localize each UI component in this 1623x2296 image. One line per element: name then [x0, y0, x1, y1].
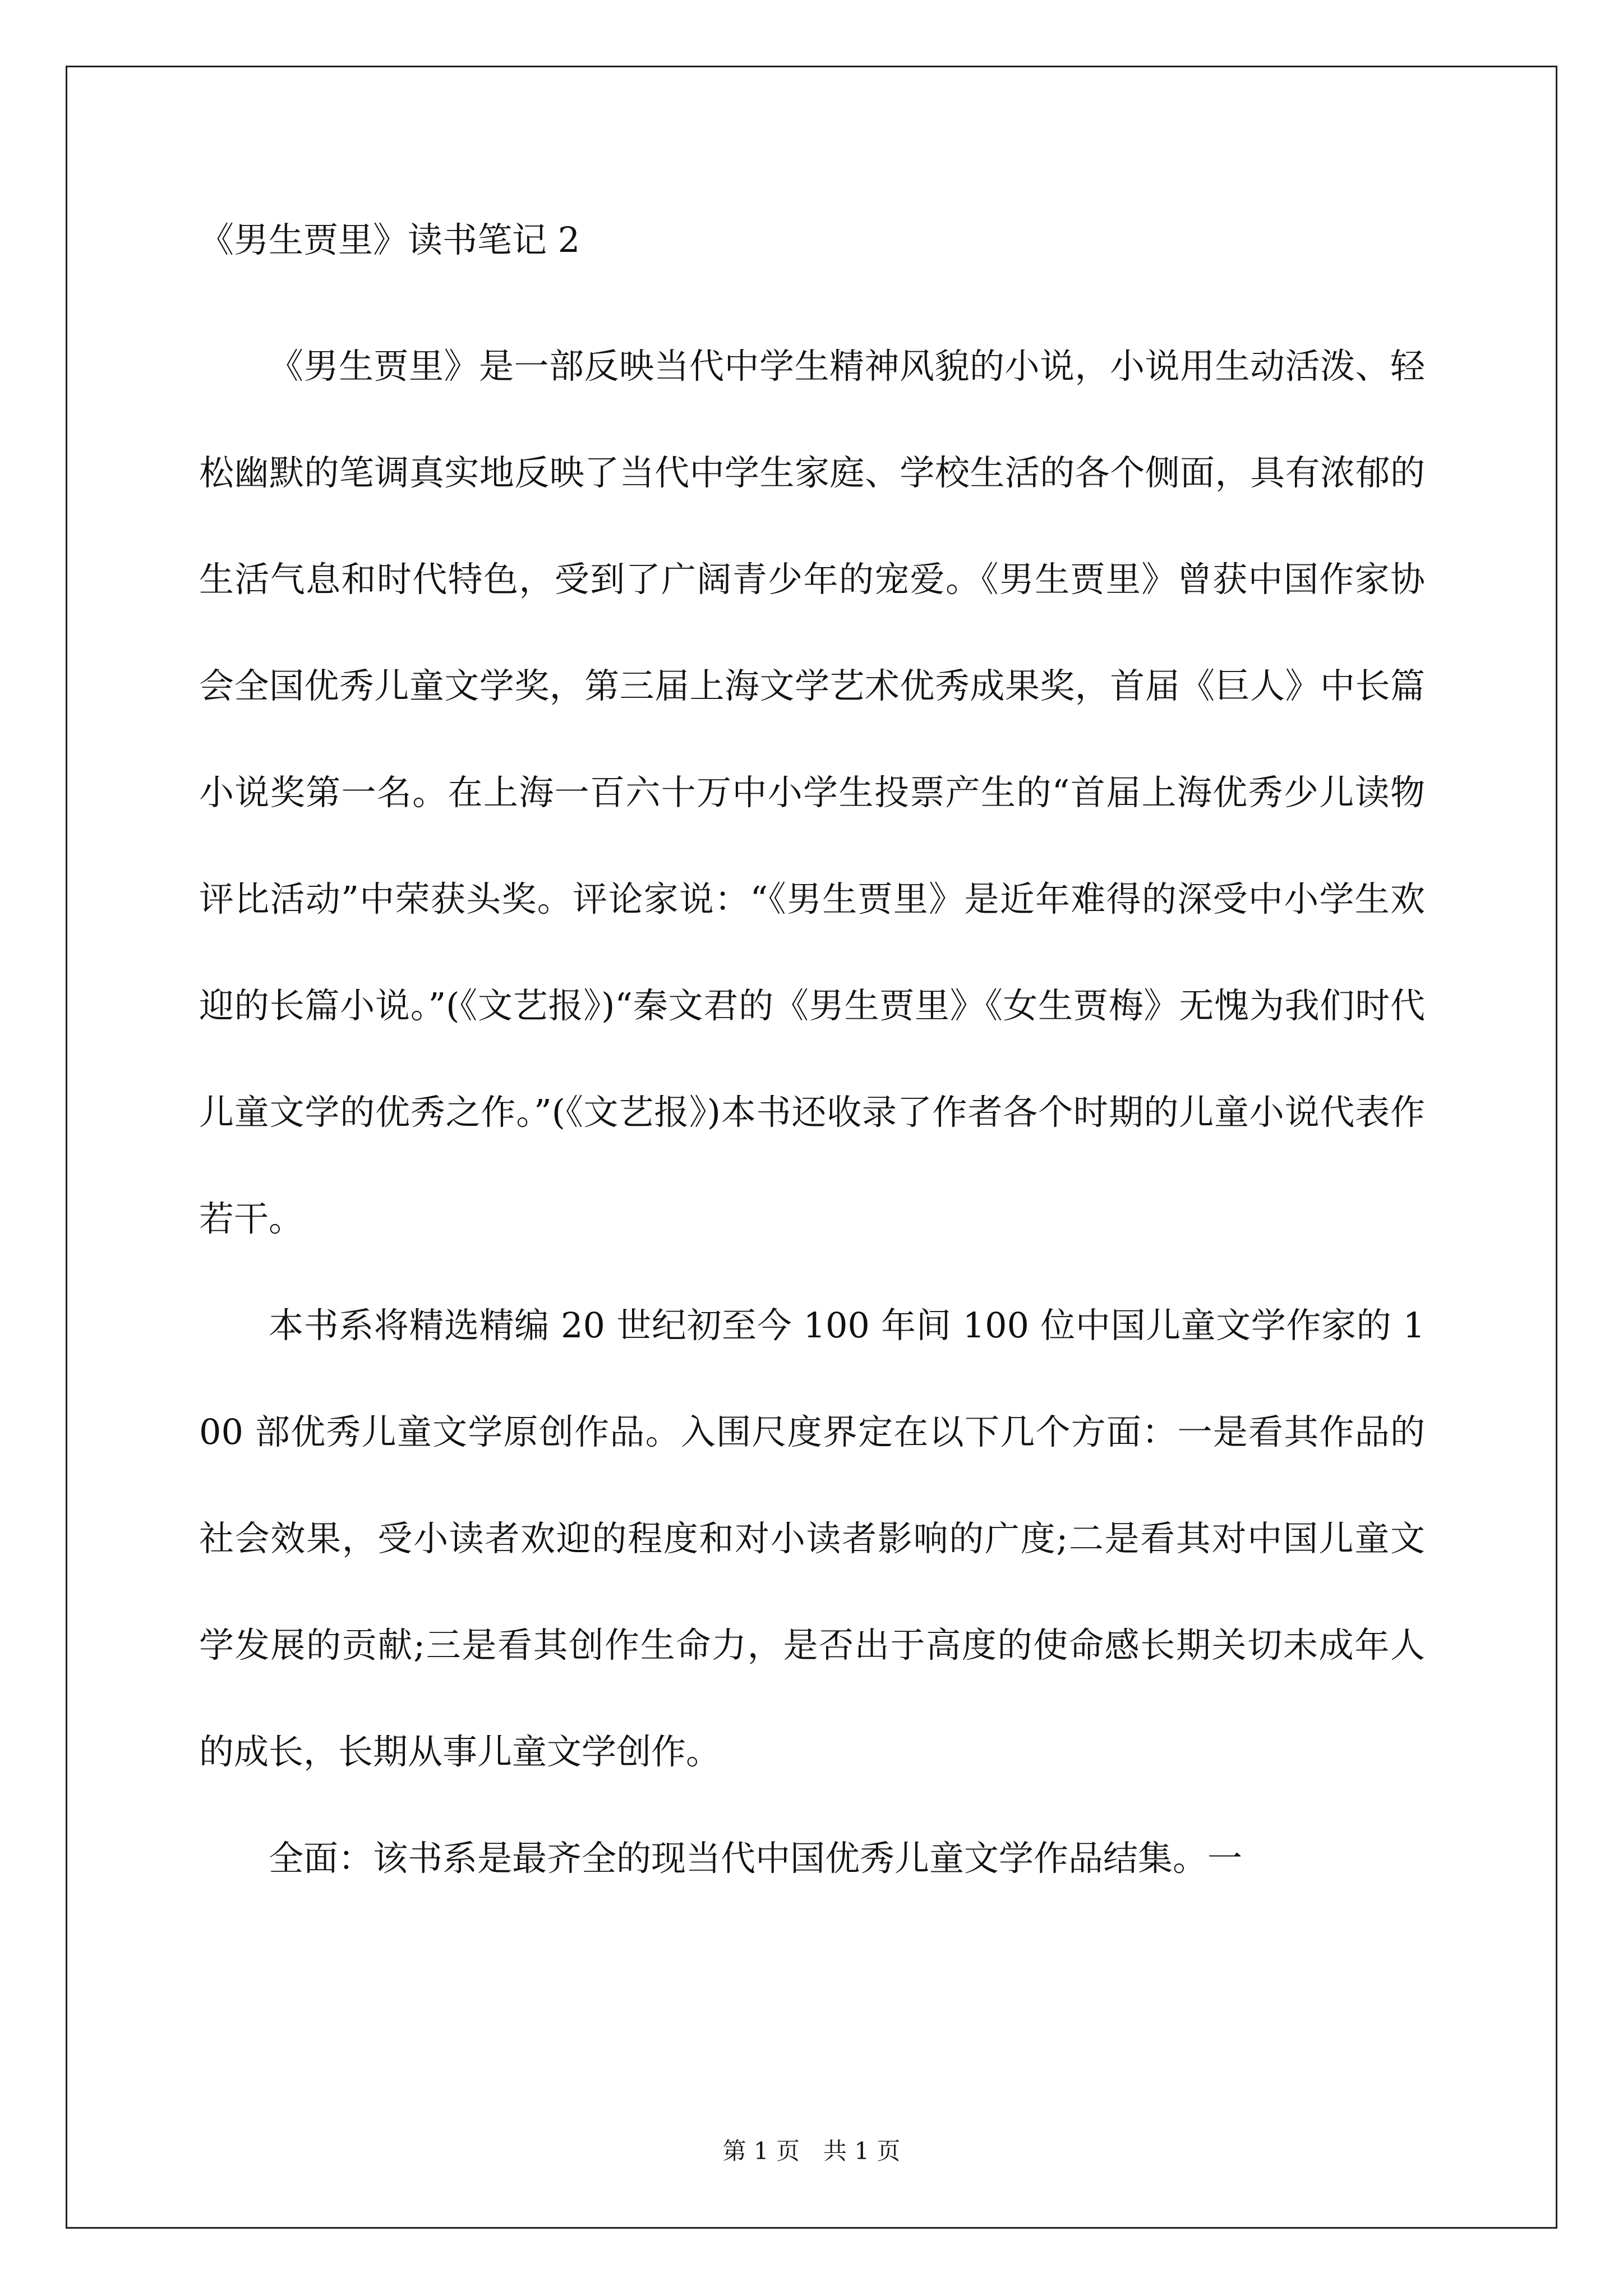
paragraph-intro: 《男生贾里》是一部反映当代中学生精神风貌的小说，小说用生动活泼、轻松幽默的笔调真实地反映了当代中学生家庭、学校生活的各个侧面，具有浓郁的生活气息和时代特色，受到了广阔青少年的宠爱。《男生贾里》曾获中国作家协会全国优秀儿童文学奖，第三届上海文学艺术优秀成果奖，首届《巨人》中长篇小说奖第一名。在上海一百六十万中小学生投票产生的“首届上海优秀少儿读物评比活动”中荣获头奖。评论家说：“《男生贾里》是近年难得的深受中小学生欢迎的长篇小说。”(《文艺报》)“秦文君的《男生贾里》《女生贾梅》无愧为我们时代儿童文学的优秀之作。”(《文艺报》)本书还收录了作者各个时期的儿童小说代表作若干。 [199, 346, 1425, 1239]
paragraph-selection-criteria: 本书系将精选精编 20 世纪初至今 100 年间 100 位中国儿童文学作家的 100 部优秀儿童文学原创作品。入围尺度界定在以下几个方面：一是看其作品的社会效果，受小读者欢迎的程度和对小读者影响的广度;二是看其对中国儿童文学发展的贡献;三是看其创作生命力，是否出于高度的使命感长期关切未成年人的成长，长期从事儿童文学创作。 [199, 1305, 1425, 1772]
paragraph-comprehensive: 全面：该书系是最齐全的现当代中国优秀儿童文学作品结集。一 [269, 1838, 1243, 1879]
document-title: 《男生贾里》读书笔记 2 [199, 219, 580, 260]
page-number-footer: 第 1 页 共 1 页 [722, 2137, 901, 2165]
document-body [199, 212, 1425, 1912]
